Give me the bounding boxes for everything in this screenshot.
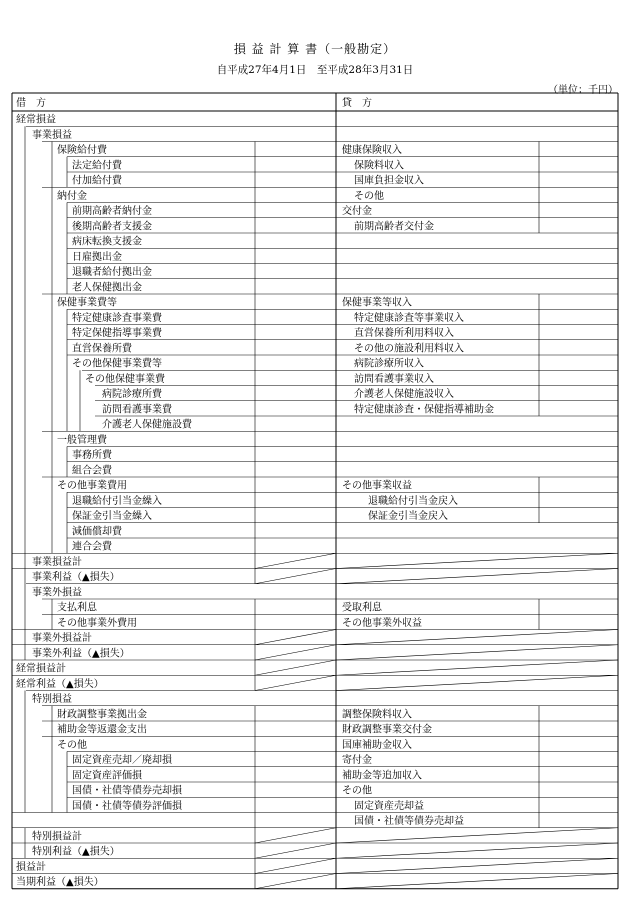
credit-item-label: 保健事業等収入 [342, 297, 412, 309]
debit-diagonal [255, 675, 336, 690]
debit-diagonal [255, 843, 336, 858]
debit-item-label: 経常損益 [16, 114, 56, 126]
credit-header: 貸 方 [342, 98, 372, 109]
credit-item-label: 保険料収入 [354, 160, 404, 172]
debit-item-label: 事業利益（▲損失） [32, 572, 120, 583]
credit-item-label: 調整保険料収入 [342, 709, 412, 721]
credit-item-label: 受取利息 [342, 602, 382, 614]
credit-diagonal [336, 858, 618, 873]
credit-item-label: 直営保養所利用料収入 [354, 328, 454, 339]
debit-item-label: 退職者給付拠出金 [72, 267, 152, 278]
debit-item-label: 国債・社債等債券売却損 [72, 785, 182, 797]
debit-item-label: 減価償却費 [72, 526, 122, 538]
credit-item-label: その他 [354, 190, 384, 202]
credit-item-label: 特定健康診査等事業収入 [354, 312, 464, 324]
debit-item-label: 保険給付費 [57, 145, 107, 156]
credit-diagonal [336, 843, 618, 858]
debit-item-label: 財政調整事業拠出金 [57, 709, 147, 721]
debit-item-label: その他事業外費用 [57, 617, 137, 629]
credit-item-label: その他事業収益 [342, 480, 412, 492]
debit-item-label: 固定資産評価損 [72, 770, 142, 782]
debit-item-label: 一般管理費 [57, 434, 107, 446]
debit-item-label: 前期高齢者納付金 [72, 206, 152, 217]
credit-item-label: 国庫補助金収入 [342, 739, 412, 751]
debit-item-label: その他事業費用 [57, 480, 127, 492]
credit-item-label: 国債・社債等債券売却益 [354, 816, 464, 827]
credit-item-label: 病院診療所収入 [354, 358, 424, 370]
debit-item-label: その他保健事業費 [85, 373, 165, 385]
credit-item-label: その他の施設利用料収入 [354, 343, 464, 355]
debit-item-label: 特別利益（▲損失） [32, 846, 120, 858]
debit-item-label: 損益計 [16, 861, 46, 873]
debit-item-label: 組合会費 [72, 465, 112, 477]
debit-diagonal [255, 553, 336, 568]
credit-diagonal [336, 828, 618, 843]
credit-item-label: 交付金 [342, 206, 372, 217]
unit-label: （単位：千円） [548, 85, 618, 96]
debit-item-label: 事業外損益 [32, 587, 82, 599]
debit-item-label: 退職給付引当金繰入 [72, 495, 162, 507]
credit-item-label: 介護老人保健施設収入 [354, 389, 454, 400]
credit-item-label: 訪問看護事業収入 [354, 373, 434, 385]
debit-item-label: 事業外損益計 [32, 633, 92, 644]
debit-item-label: その他 [57, 739, 87, 751]
debit-diagonal [255, 828, 336, 843]
credit-item-label: 財政調整事業交付金 [342, 724, 432, 736]
debit-header: 借 方 [16, 98, 46, 109]
credit-diagonal [336, 569, 618, 584]
debit-item-label: 保証金引当金繰入 [72, 511, 152, 522]
debit-diagonal [255, 660, 336, 675]
debit-item-label: 保健事業費等 [57, 297, 117, 309]
debit-item-label: 連合会費 [72, 541, 112, 553]
credit-item-label: その他 [342, 785, 372, 797]
debit-item-label: 後期高齢者支援金 [72, 221, 152, 233]
debit-item-label: 特別損益 [32, 694, 72, 705]
debit-item-label: 事業損益 [32, 129, 72, 141]
debit-item-label: 病床転換支援金 [72, 236, 142, 248]
credit-item-label: 寄付金 [342, 755, 372, 766]
statement-title: 損 益 計 算 書（一般勘定） [233, 42, 397, 56]
debit-diagonal [255, 858, 336, 873]
credit-diagonal [336, 675, 618, 690]
debit-item-label: 特定保健指導事業費 [72, 328, 162, 339]
credit-item-label: 固定資産売却益 [354, 800, 424, 812]
debit-item-label: 国債・社債等債券評価損 [72, 800, 182, 812]
debit-item-label: 納付金 [57, 190, 87, 202]
credit-diagonal [336, 645, 618, 660]
debit-item-label: 補助金等返還金支出 [57, 724, 147, 736]
credit-diagonal [336, 874, 618, 889]
debit-item-label: 直営保養所費 [72, 343, 132, 355]
debit-item-label: 事務所費 [72, 450, 112, 461]
debit-item-label: 病院診療所費 [102, 389, 162, 400]
credit-item-label: 退職給付引当金戻入 [368, 495, 458, 507]
credit-item-label: 国庫負担金収入 [354, 175, 424, 187]
debit-item-label: 付加給付費 [72, 175, 122, 187]
debit-item-label: 当期利益（▲損失） [16, 877, 104, 888]
debit-item-label: 法定給付費 [72, 160, 122, 172]
debit-item-label: 日雇拠出金 [72, 251, 122, 263]
debit-diagonal [255, 874, 336, 889]
debit-item-label: 介護老人保健施設費 [102, 419, 192, 431]
debit-item-label: 特定健康診査事業費 [72, 312, 162, 324]
credit-diagonal [336, 630, 618, 645]
credit-diagonal [336, 553, 618, 568]
credit-item-label: 特定健康診査・保健指導補助金 [354, 404, 494, 416]
credit-diagonal [336, 660, 618, 675]
debit-item-label: 経常損益計 [16, 663, 66, 675]
credit-item-label: 健康保険収入 [342, 145, 402, 156]
debit-item-label: 事業損益計 [32, 556, 82, 568]
debit-diagonal [255, 630, 336, 645]
debit-item-label: 老人保健拠出金 [72, 282, 142, 294]
debit-item-label: 経常利益（▲損失） [16, 678, 104, 690]
debit-item-label: その他保健事業費等 [72, 358, 162, 370]
debit-item-label: 特別損益計 [32, 831, 82, 843]
debit-diagonal [255, 645, 336, 660]
debit-diagonal [255, 569, 336, 584]
debit-item-label: 事業外利益（▲損失） [32, 648, 130, 660]
credit-item-label: 保証金引当金戻入 [368, 511, 448, 522]
debit-item-label: 固定資産売却／廃却損 [72, 755, 172, 766]
credit-item-label: その他事業外収益 [342, 617, 422, 629]
debit-item-label: 訪問看護事業費 [102, 404, 172, 416]
credit-item-label: 前期高齢者交付金 [354, 221, 434, 233]
credit-item-label: 補助金等追加収入 [342, 770, 422, 782]
fiscal-period: 自平成27年4月1日 至平成28年3月31日 [216, 64, 414, 76]
debit-item-label: 支払利息 [57, 602, 97, 614]
